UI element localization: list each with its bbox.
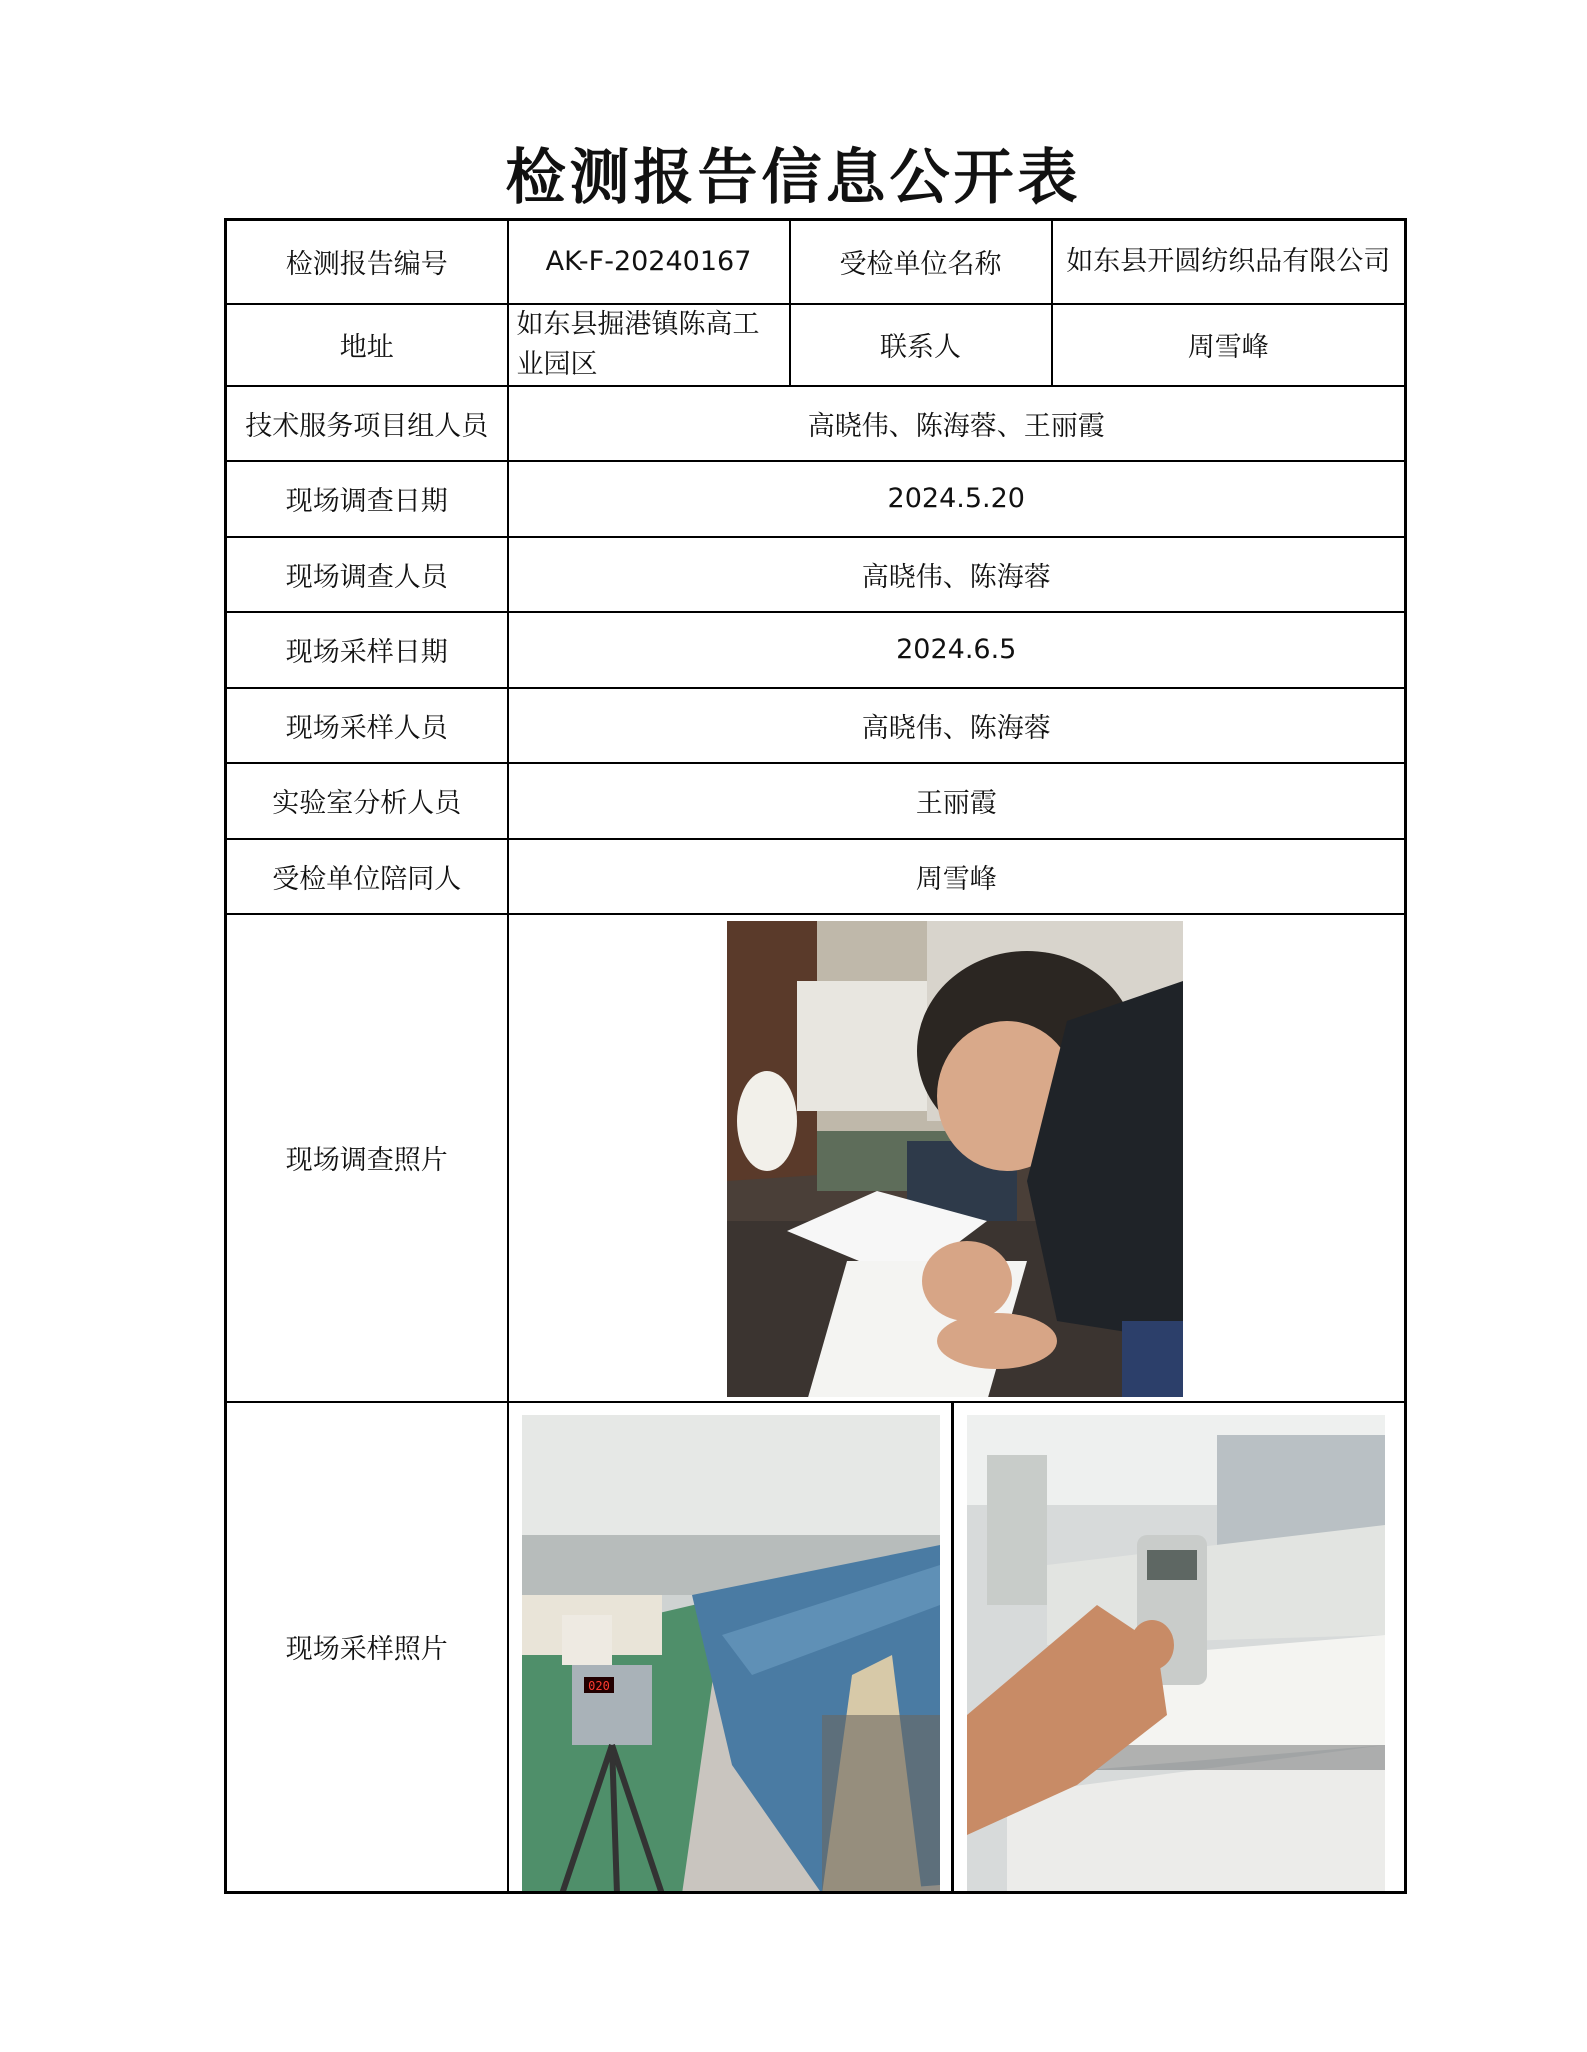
sample-date-value: 2024.6.5 [508,612,1406,688]
survey-staff-label: 现场调查人员 [226,537,508,612]
sample-photo-cell [508,1402,1406,1893]
report-no-label: 检测报告编号 [226,220,508,304]
lab-value: 王丽霞 [508,763,1406,839]
row-sample-date [226,612,1406,688]
photo-divider [951,1403,954,1893]
row-lab [226,763,1406,839]
row-report-no [226,220,1406,304]
sample-staff-value: 高晓伟、陈海蓉 [508,688,1406,763]
sample-photo-label: 现场采样照片 [226,1402,508,1893]
row-escort [226,839,1406,914]
lab-label: 实验室分析人员 [226,763,508,839]
row-survey-staff [226,537,1406,612]
row-sample-staff [226,688,1406,763]
row-sample-photo [226,1402,1406,1893]
report-no-value: AK-F-20240167 [508,220,790,304]
row-survey-photo [226,914,1406,1402]
address-value: 如东县掘港镇陈高工业园区 [508,304,790,386]
row-survey-date [226,461,1406,537]
unit-label: 受检单位名称 [790,220,1052,304]
survey-photo-cell [508,914,1406,1402]
sample-photo-left [522,1415,940,1893]
sample-staff-label: 现场采样人员 [226,688,508,763]
survey-date-label: 现场调查日期 [226,461,508,537]
page-title: 检测报告信息公开表 [505,143,1082,213]
sample-date-label: 现场采样日期 [226,612,508,688]
survey-photo [727,921,1183,1397]
unit-value: 如东县开圆纺织品有限公司 [1052,220,1406,304]
report-table [224,218,1407,1894]
contact-label: 联系人 [790,304,1052,386]
survey-date-value: 2024.5.20 [508,461,1406,537]
contact-value: 周雪峰 [1052,304,1406,386]
address-label: 地址 [226,304,508,386]
row-address [226,304,1406,386]
survey-photo-label: 现场调查照片 [226,914,508,1402]
escort-label: 受检单位陪同人 [226,839,508,914]
team-label: 技术服务项目组人员 [226,386,508,461]
team-value: 高晓伟、陈海蓉、王丽霞 [508,386,1406,461]
sample-photo-right [967,1415,1385,1893]
survey-staff-value: 高晓伟、陈海蓉 [508,537,1406,612]
sampler-display: 020 [587,1678,610,1693]
row-team [226,386,1406,461]
escort-value: 周雪峰 [508,839,1406,914]
